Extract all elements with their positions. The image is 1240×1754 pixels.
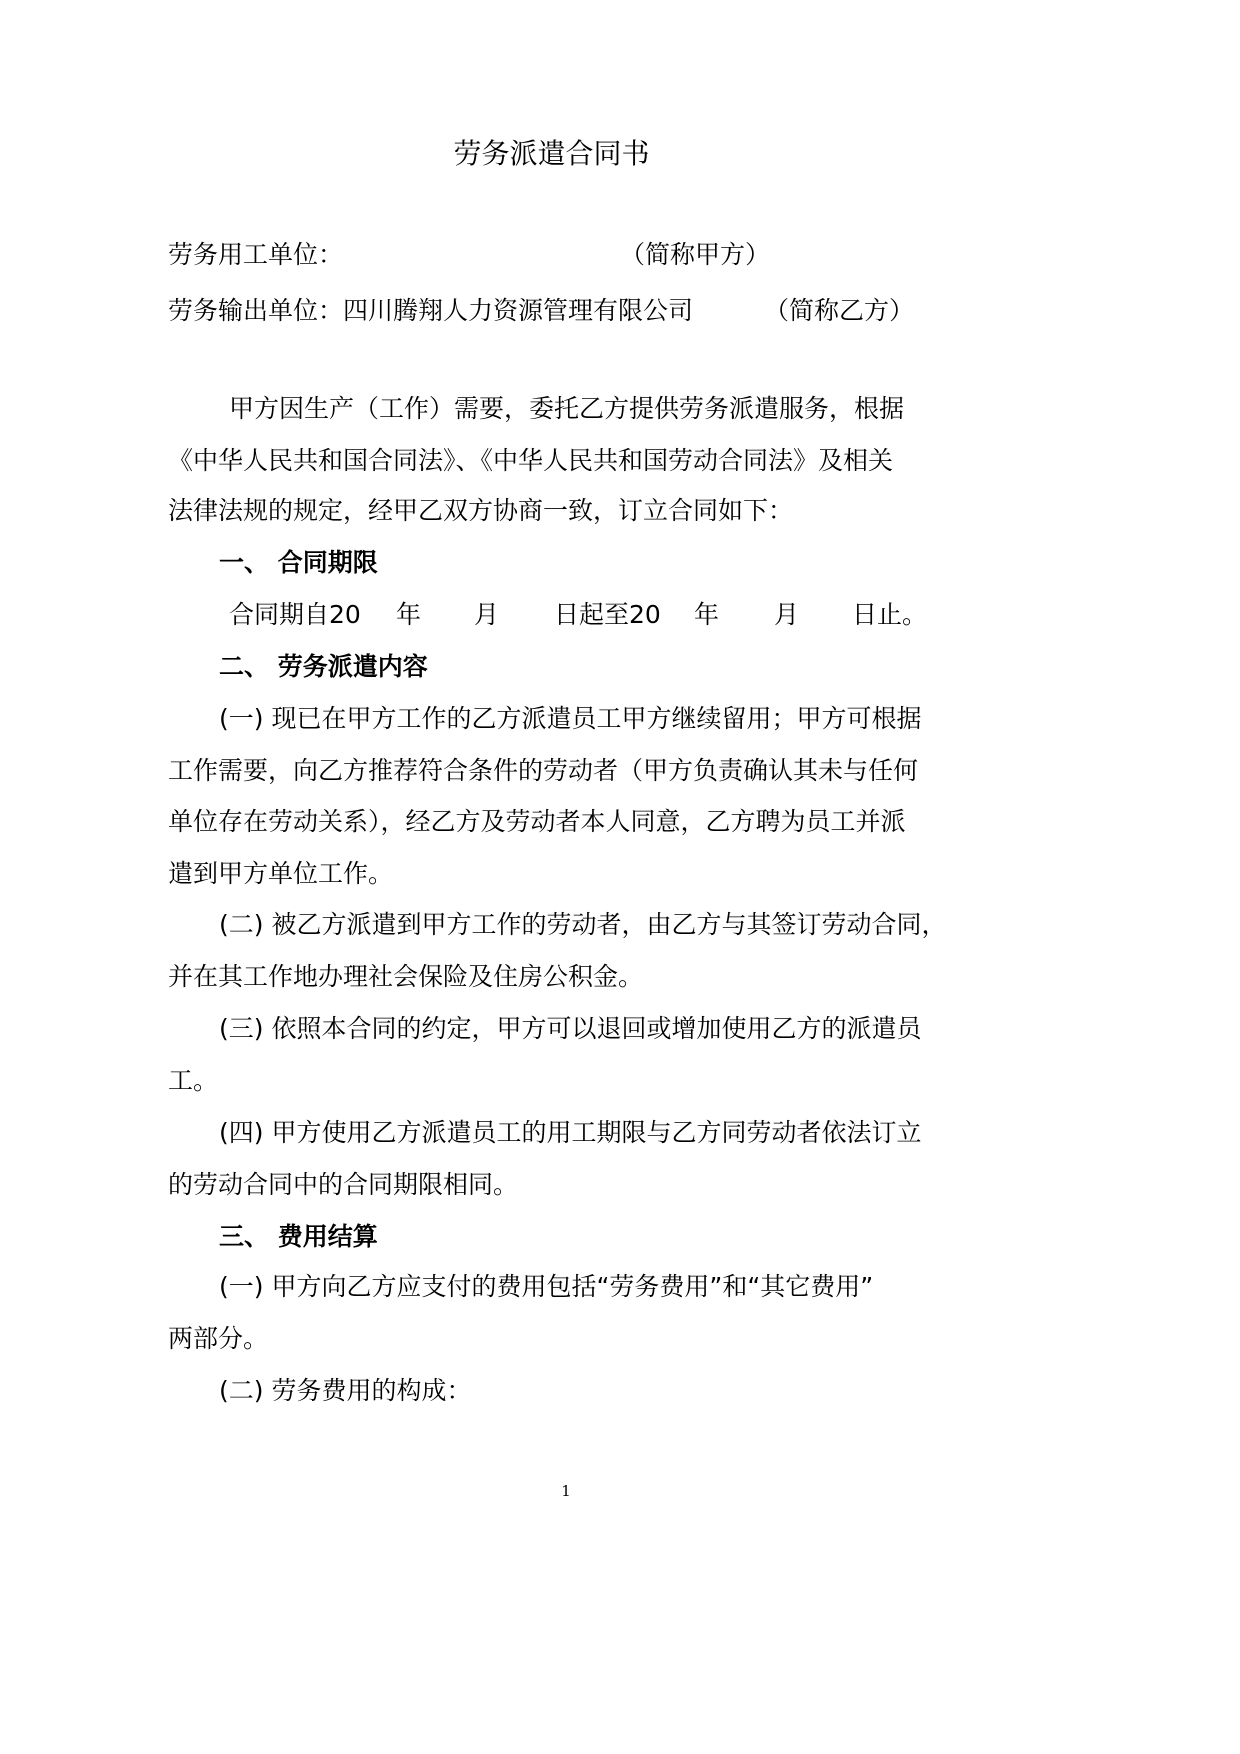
contract-period-year: 年 (396, 600, 422, 629)
clause-line: 并在其工作地办理社会保险及住房公积金。 (168, 962, 644, 991)
clause-line: 工。 (168, 1066, 219, 1095)
intro-line: 甲方因生产（工作）需要，委托乙方提供劳务派遣服务，根据 (229, 394, 905, 423)
document-title: 劳务派遣合同书 (453, 137, 650, 170)
contract-period-day-end: 日止。 (852, 600, 928, 629)
clause-line: (二) 被乙方派遣到甲方工作的劳动者，由乙方与其签订劳动合同， (219, 910, 947, 939)
contract-period-start: 合同期自20 (229, 600, 361, 629)
contract-period-year: 年 (694, 600, 720, 629)
party-b-label: 劳务输出单位：四川腾翔人力资源管理有限公司 (168, 296, 694, 325)
clause-line: (二) 劳务费用的构成： (219, 1376, 472, 1405)
intro-line: 法律法规的规定，经甲乙双方协商一致，订立合同如下： (168, 496, 794, 525)
party-a-abbreviation: （简称甲方） (620, 240, 771, 269)
contract-period-day-to: 日起至20 (554, 600, 661, 629)
section-heading-dispatch-content: 二、 劳务派遣内容 (219, 652, 428, 681)
clause-line: (一) 甲方向乙方应支付的费用包括“劳务费用”和“其它费用” (219, 1272, 874, 1301)
clause-line: 遣到甲方单位工作。 (168, 859, 394, 888)
party-a-label: 劳务用工单位： (168, 240, 344, 269)
section-heading-fee-settlement: 三、 费用结算 (219, 1222, 378, 1251)
clause-line: (四) 甲方使用乙方派遣员工的用工期限与乙方同劳动者依法订立 (219, 1118, 922, 1147)
clause-line: 两部分。 (168, 1324, 269, 1353)
contract-period-month: 月 (474, 600, 500, 629)
party-b-abbreviation: （简称乙方） (764, 296, 915, 325)
clause-line: 工作需要，向乙方推荐符合条件的劳动者（甲方负责确认其未与任何 (168, 756, 919, 785)
page-number: 1 (561, 1482, 571, 1500)
clause-line: (一) 现已在甲方工作的乙方派遣员工甲方继续留用；甲方可根据 (219, 704, 922, 733)
contract-period-month: 月 (774, 600, 800, 629)
intro-line: 《中华人民共和国合同法》、《中华人民共和国劳动合同法》及相关 (168, 446, 894, 475)
clause-line: 的劳动合同中的合同期限相同。 (168, 1170, 519, 1199)
section-heading-contract-term: 一、 合同期限 (219, 548, 378, 577)
clause-line: (三) 依照本合同的约定，甲方可以退回或增加使用乙方的派遣员 (219, 1014, 922, 1043)
clause-line: 单位存在劳动关系），经乙方及劳动者本人同意，乙方聘为员工并派 (168, 807, 906, 836)
